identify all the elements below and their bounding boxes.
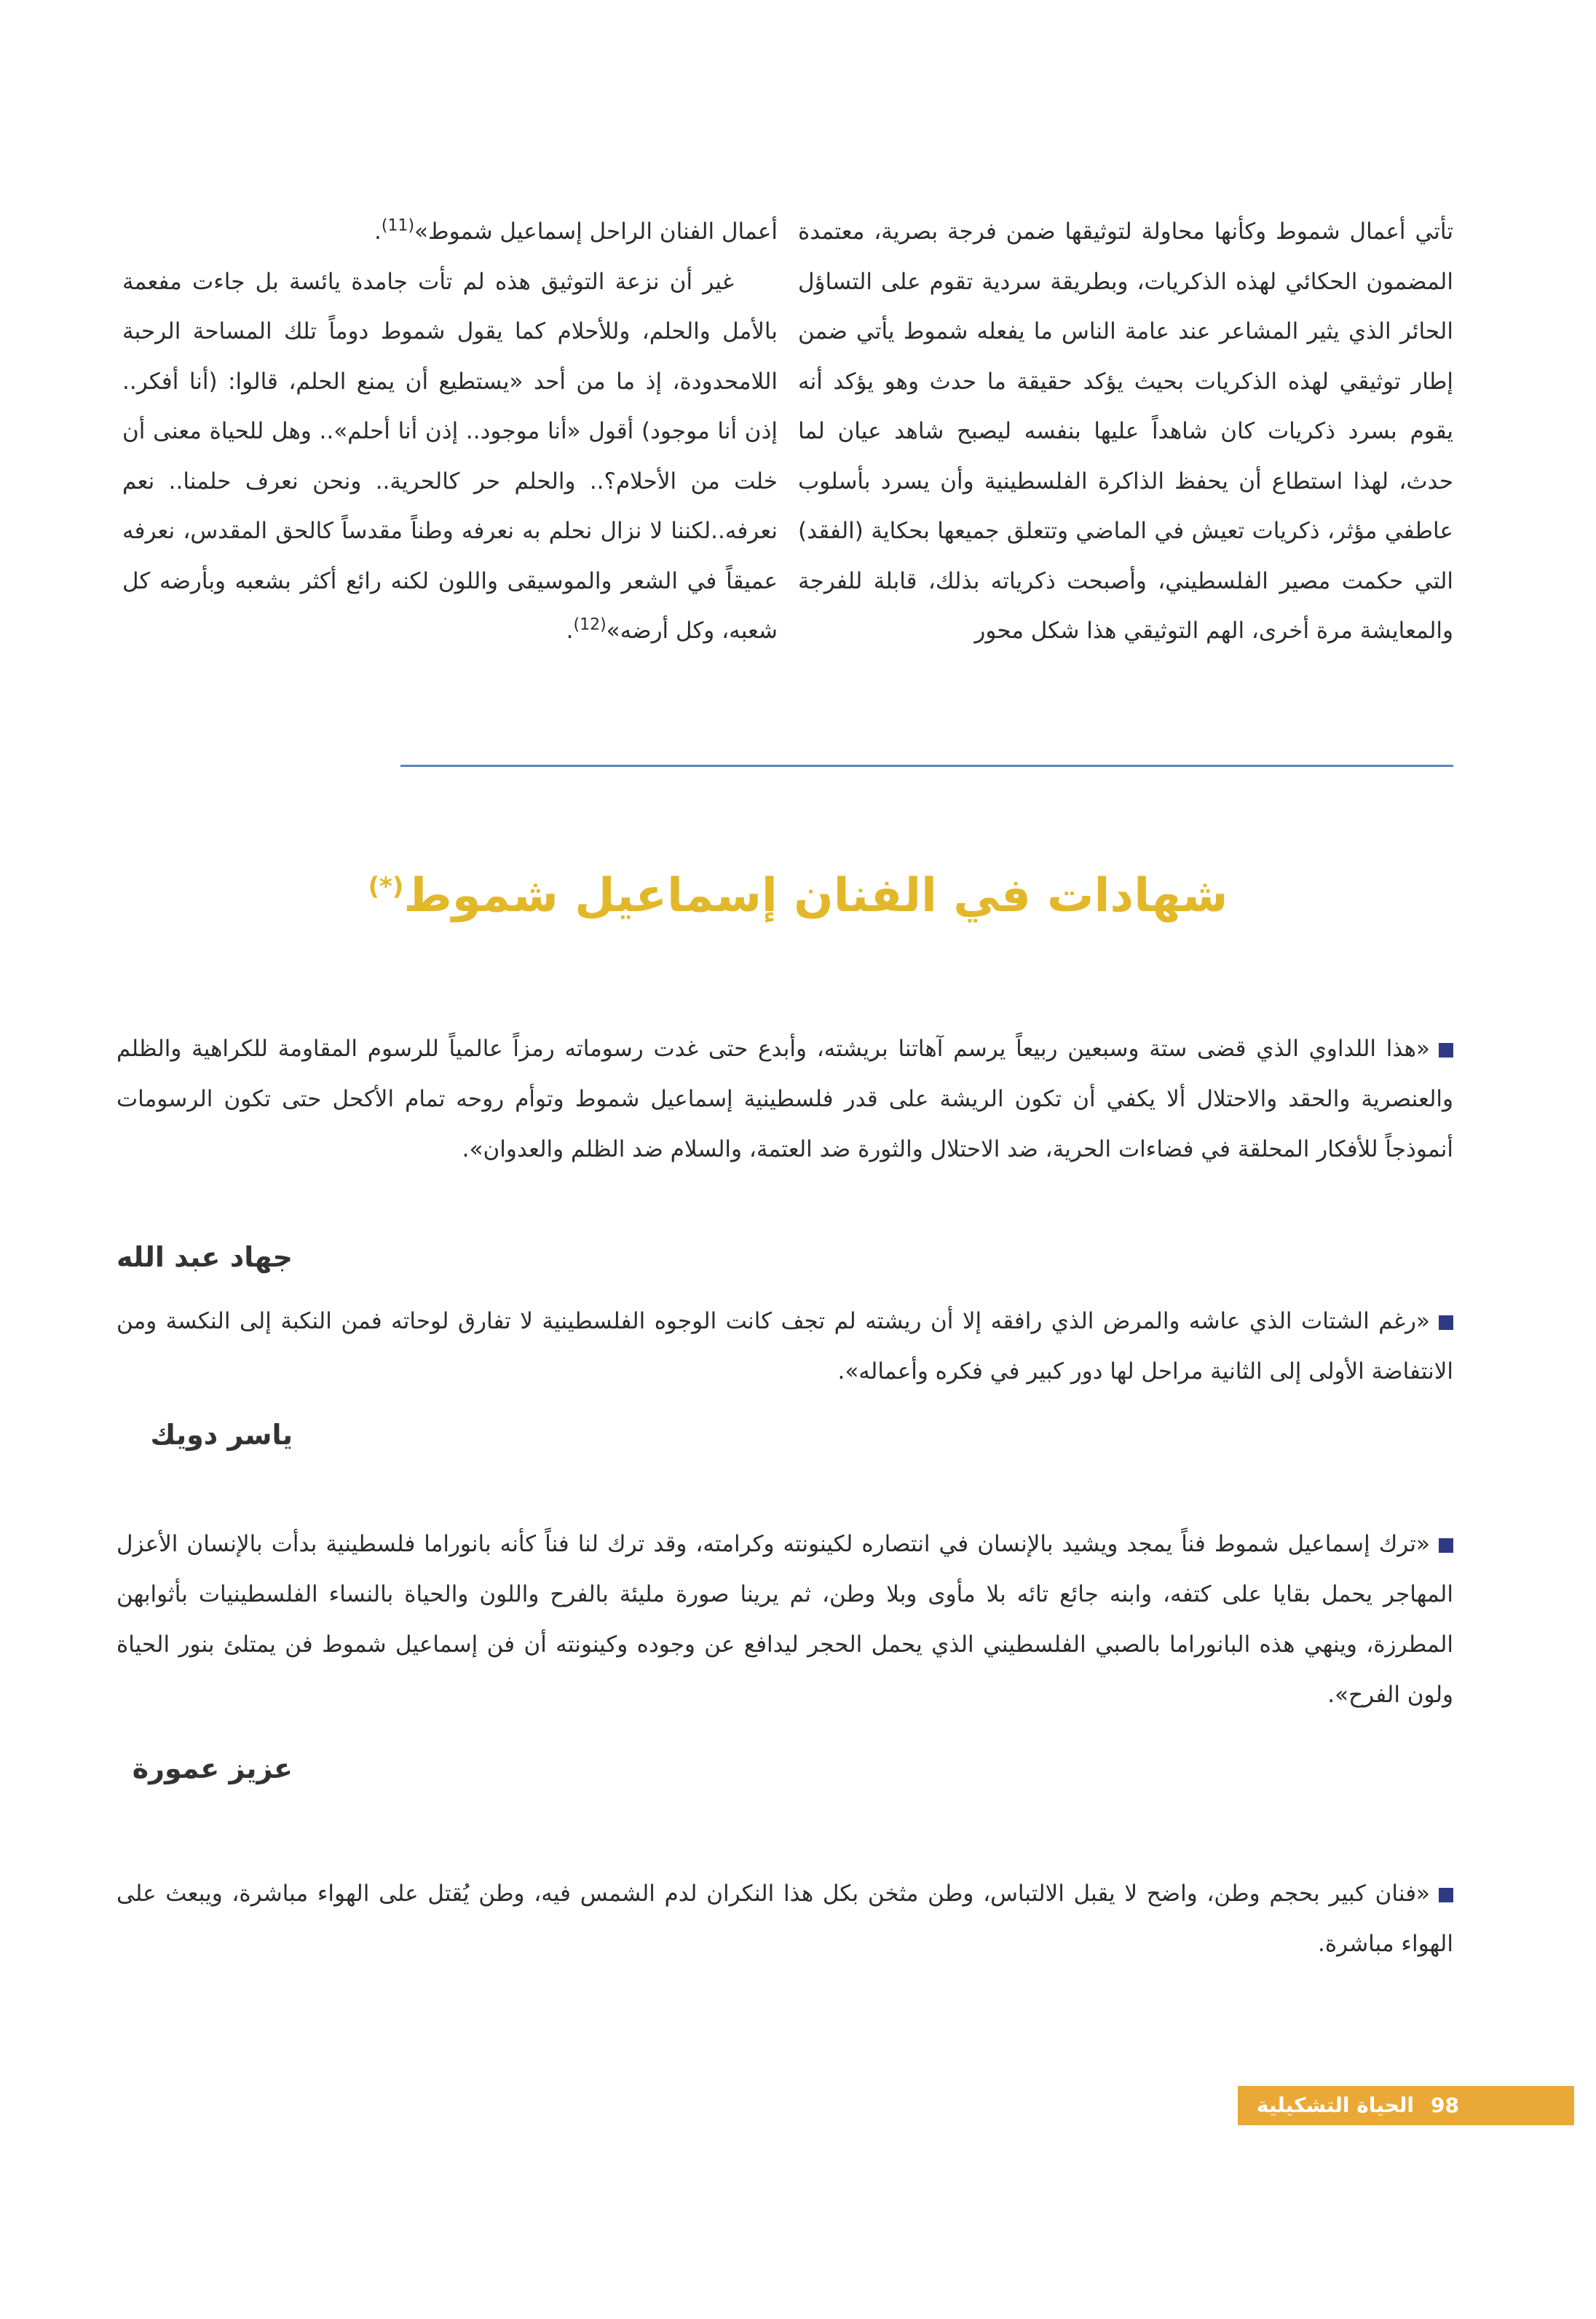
testimony-author: ياسر دويك — [150, 1419, 293, 1451]
quote-text: «هذا اللداوي الذي قضى ستة وسبعين ربيعاً يرسم آهاتنا بريشته، وأبدع حتى غدت رسوماته رمزاً عالمياً للرسوم المقاومة للكراهية والظلم والعنصرية والحقد والاحتلال ألا يكفي أن تكون الريشة على قدر فلسطينية إسماعيل شموط وتوأم روحه تمام الأكحل حتى تكون الرسومات أنموذجاً للأفكار المحلقة في فضاءات الحرية، ضد الاحتلال والثورة ضد العتمة، والسلام ضد الظلم والعدوان». — [116, 1036, 1453, 1162]
article-paragraph: تأتي أعمال شموط وكأنها محاولة لتوثيقها ضمن فرجة بصرية، معتمدة المضمون الحكائي لهذه الذكريات، وبطريقة سردية تقوم على التساؤل الحائر الذي يثير المشاعر عند عامة الناس ما يفعله شموط يأتي ضمن إطار توثيقي لهذه الذكريات بحيث يؤكد حقيقة ما حدث وهو يؤكد أنه يقوم بسرد ذكريات كان شاهداً عليها بنفسه ليصبح شاهد عيان لما حدث، لهذا استطاع أن يحفظ الذاكرة الفلسطينية وأن يسرد بأسلوب عاطفي مؤثر، ذكريات تعيش في الماضي وتتعلق جميعها بحكاية (الفقد) التي حكمت مصير الفلسطيني، وأصبحت ذكرياته بذلك، قابلة للفرجة والمعايشة مرة أخرى، الهم التوثيقي هذا شكل محور — [798, 218, 1453, 644]
paragraph-text: غير أن نزعة التوثيق هذه لم تأت جامدة يائسة بل جاءت مفعمة بالأمل والحلم، وللأحلام كما يقول شموط دوماً تلك المساحة الرحبة اللامحدودة، إذ ما من أحد «يستطيع أن يمنع الحلم، قالوا: (أنا أفكر.. إذن أنا موجود) أقول «أنا موجود.. إذن أنا أحلم».. وهل للحياة معنى أن خلت من الأحلام؟.. والحلم حر كالحرية.. ونحن نعرف حلمنا.. نعم نعرفه..لكننا لا نزال نحلم به نعرفه وطناً مقدساً كالحق المقدس، نعرفه عميقاً في الشعر والموسيقى واللون لكنه رائع أكثر بشعبه وبأرضه كل شعبه، وكل أرضه» — [122, 268, 778, 644]
testimony-quote — [116, 1296, 1453, 1397]
testimony-quote — [116, 1024, 1453, 1175]
quote-text: «ترك إسماعيل شموط فناً يمجد ويشيد بالإنسان في انتصاره لكينونته وكرامته، وقد ترك لنا فناً كأنه بانوراما فلسطينية بدأت بالإنسان الأعزل المهاجر يحمل بقايا على كتفه، وابنه جائع تائه بلا مأوى وبلا وطن، ثم يرينا صورة مليئة بالفرح واللون والحياة بالنساء الفلسطينيات بأثوابهن المطرزة، وينهي هذه البانوراما بالصبي الفلسطيني الذي يحمل الحجر ليدافع عن وجوده وكينونته أن فن إسماعيل شموط فن يمتلئ بنور الحياة ولون الفرح». — [116, 1531, 1453, 1708]
section-divider — [400, 765, 1453, 767]
section-title-text: شهادات في الفنان إسماعيل شموط — [403, 869, 1228, 923]
article-right-column — [798, 207, 1453, 656]
footer-bar — [1238, 2086, 1574, 2125]
article-paragraph-continuation: أعمال الفنان الراحل إسماعيل شموط»$^{(11)}$. — [374, 216, 778, 245]
testimony-quote — [116, 1869, 1453, 1969]
square-bullet-icon — [1439, 1043, 1453, 1058]
testimony-quote — [116, 1519, 1453, 1720]
quote-text: «رغم الشتات الذي عاشه والمرض الذي رافقه إلا أن ريشته لم تجف كانت الوجوه الفلسطينية لا تفارق لوحاته فمن النكبة إلى النكسة ومن الانتفاضة الأولى إلى الثانية مراحل لها دور كبير في فكره وأعماله». — [116, 1308, 1453, 1385]
square-bullet-icon — [1439, 1315, 1453, 1330]
paragraph-text: أعمال الفنان الراحل إسماعيل شموط» — [414, 218, 778, 245]
section-title — [0, 852, 1596, 940]
testimony-author: جهاد عبد الله — [116, 1241, 293, 1273]
magazine-name: الحياة التشكيلية — [1256, 2093, 1414, 2117]
page-number: 98 — [1431, 2093, 1459, 2117]
article-left-column — [122, 207, 778, 656]
section-title-ref: (*) — [368, 872, 404, 902]
quote-text: «فنان كبير بحجم وطن، واضح لا يقبل الالتباس، وطن مثخن بكل هذا النكران لدم الشمس فيه، وطن يُقتل على الهواء مباشرة، ويبعث على الهواء مباشرة. — [116, 1881, 1453, 1957]
testimony-author: عزيز عمورة — [132, 1752, 293, 1784]
square-bullet-icon — [1439, 1538, 1453, 1553]
article-paragraph: غير أن نزعة التوثيق هذه لم تأت جامدة يائسة بل جاءت مفعمة بالأمل والحلم، وللأحلام كما يقول شموط دوماً تلك المساحة الرحبة اللامحدودة، إذ ما من أحد «يستطيع أن يمنع الحلم، قالوا: (أنا أفكر.. إذن أنا موجود) أقول «أنا موجود.. إذن أنا أحلم».. وهل للحياة معنى أن خلت من الأحلام؟.. والحلم حر كالحرية.. ونحن نعرف حلمنا.. نعم نعرفه..لكننا لا نزال نحلم به نعرفه وطناً مقدساً كالحق المقدس، نعرفه عميقاً في الشعر والموسيقى واللون لكنه رائع أكثر بشعبه وبأرضه كل شعبه، وكل أرضه»$^{(12)}$. — [122, 268, 778, 644]
footnote-ref: (11) — [381, 216, 415, 235]
square-bullet-icon — [1439, 1888, 1453, 1902]
footnote-ref: (12) — [573, 615, 607, 634]
